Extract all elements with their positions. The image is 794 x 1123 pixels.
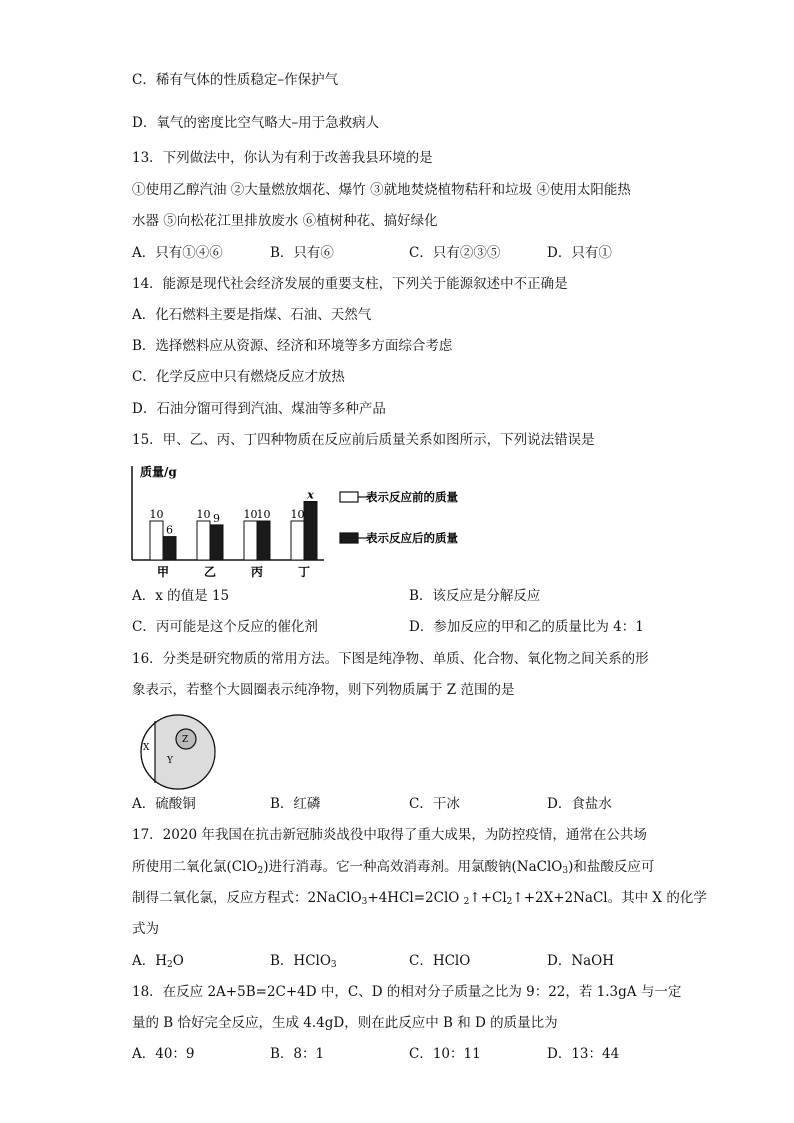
question-15: 15．甲、乙、丙、丁四种物质在反应前后质量关系如图所示，下列说法错误是 [132, 432, 595, 448]
question-16-line-1: 16．分类是研究物质的常用方法。下图是纯净物、单质、化合物、氧化物之间关系的形 [132, 651, 649, 667]
q15-option-b: B．该反应是分解反应 [409, 588, 541, 604]
bar-after-0 [163, 537, 176, 560]
q15-option-d: D．参加反应的甲和乙的质量比为 4：1 [409, 619, 644, 635]
bar-before-0 [150, 521, 163, 560]
bar-before-3 [291, 521, 304, 560]
mass-bar-chart [128, 462, 518, 582]
category-label-0: 甲 [156, 565, 170, 579]
bar-label-before-3: 10 [290, 508, 305, 521]
bar-after-1 [210, 525, 223, 560]
question-17-line-2: 所使用二氧化氯(ClO$_2$)进行消毒。它一种高效消毒剂。用氯酸钠(NaClO$_3$)和盐酸反应可 [132, 859, 655, 876]
bar-label-before-0: 10 [149, 508, 164, 521]
bar-label-after-2: 10 [256, 508, 271, 521]
legend-label-after: 表示反应后的质量 [366, 531, 458, 545]
region-y [155, 712, 218, 792]
q18-option-b: B．8：1 [270, 1046, 325, 1062]
option-c-line: C．稀有气体的性质稳定–作保护气 [132, 72, 339, 88]
bar-label-after-0: 6 [166, 523, 173, 537]
category-label-2: 丙 [250, 565, 264, 579]
question-17-line-4: 式为 [132, 921, 159, 937]
venn-label-z: Z [182, 735, 189, 745]
q13-option-d: D．只有① [547, 245, 612, 261]
category-label-3: 丁 [297, 565, 311, 579]
q17-option-d: D．NaOH [547, 953, 615, 969]
q13-option-c: C．只有②③⑤ [409, 245, 501, 261]
q16-option-d: D．食盐水 [547, 796, 612, 812]
question-13-items-2: 水器 ⑤向松花江里排放废水 ⑥植树种花、搞好绿化 [132, 213, 438, 229]
question-13: 13．下列做法中，你认为有利于改善我县环境的是 [132, 150, 433, 166]
q18-option-d: D．13：44 [547, 1046, 620, 1062]
q15-option-c: C．丙可能是这个反应的催化剂 [132, 619, 318, 635]
bar-before-1 [197, 521, 210, 560]
legend-swatch-after [340, 533, 358, 543]
bar-label-before-1: 10 [196, 508, 211, 521]
bar-after-2 [257, 521, 270, 560]
legend-label-before: 表示反应前的质量 [366, 490, 458, 504]
category-label-1: 乙 [203, 565, 217, 579]
q13-option-b: B．只有⑥ [270, 245, 334, 261]
question-17-line-3: 制得二氧化氯，反应方程式：2NaClO$_3$+4HCl=2ClO $_2↑+Cl_2↑+2X+2NaCl$。其中 X 的化学 [132, 890, 707, 907]
q16-option-b: B．红磷 [270, 796, 321, 812]
q16-option-a: A．硫酸铜 [132, 796, 196, 812]
question-14: 14．能源是现代社会经济发展的重要支柱，下列关于能源叙述中不正确是 [132, 276, 568, 292]
classification-venn-diagram [138, 712, 218, 792]
q13-option-a: A．只有①④⑥ [132, 245, 223, 261]
venn-label-x: X [143, 743, 150, 753]
venn-label-y: Y [167, 756, 173, 766]
question-18-line-1: 18．在反应 2A+5B=2C+4D 中，C、D 的相对分子质量之比为 9：22，若 1.3gA 与一定 [132, 984, 682, 1000]
bar-label-after-3: x [307, 488, 314, 502]
bar-before-2 [244, 521, 257, 560]
question-17-line-1: 17．2020 年我国在抗击新冠肺炎战役中取得了重大成果，为防控疫情，通常在公共场 [132, 827, 647, 843]
question-16-line-2: 象表示，若整个大圆圈表示纯净物，则下列物质属于 Z 范围的是 [132, 682, 515, 698]
q14-option-c: C．化学反应中只有燃烧反应才放热 [132, 369, 345, 385]
option-d-line: D．氧气的密度比空气略大–用于急救病人 [132, 115, 380, 131]
bar-label-before-2: 10 [243, 508, 258, 521]
bar-label-after-1: 9 [213, 511, 220, 525]
q14-option-b: B．选择燃料应从资源、经济和环境等多方面综合考虑 [132, 338, 453, 354]
question-18-line-2: 量的 B 恰好完全反应，生成 4.4gD，则在此反应中 B 和 D 的质量比为 [132, 1015, 558, 1031]
q16-option-c: C．干冰 [409, 796, 460, 812]
q14-option-d: D．石油分馏可得到汽油、煤油等多种产品 [132, 401, 386, 417]
q17-option-c: C．HClO [409, 953, 471, 969]
q14-option-a: A．化石燃料主要是指煤、石油、天然气 [132, 307, 372, 323]
q18-option-a: A．40：9 [132, 1046, 195, 1062]
q15-option-a: A．x 的值是 15 [132, 588, 230, 604]
legend-swatch-before [340, 492, 358, 502]
q17-option-b: B．HClO$_3$ [270, 953, 337, 970]
bar-after-3 [304, 502, 317, 561]
question-13-items-1: ①使用乙醇汽油 ②大量燃放烟花、爆竹 ③就地焚烧植物秸秆和垃圾 ④使用太阳能热 [132, 182, 631, 198]
q18-option-c: C．10：11 [409, 1046, 481, 1062]
y-axis-label: 质量/g [140, 465, 177, 479]
q17-option-a: A．$H_2O$ [132, 953, 184, 970]
